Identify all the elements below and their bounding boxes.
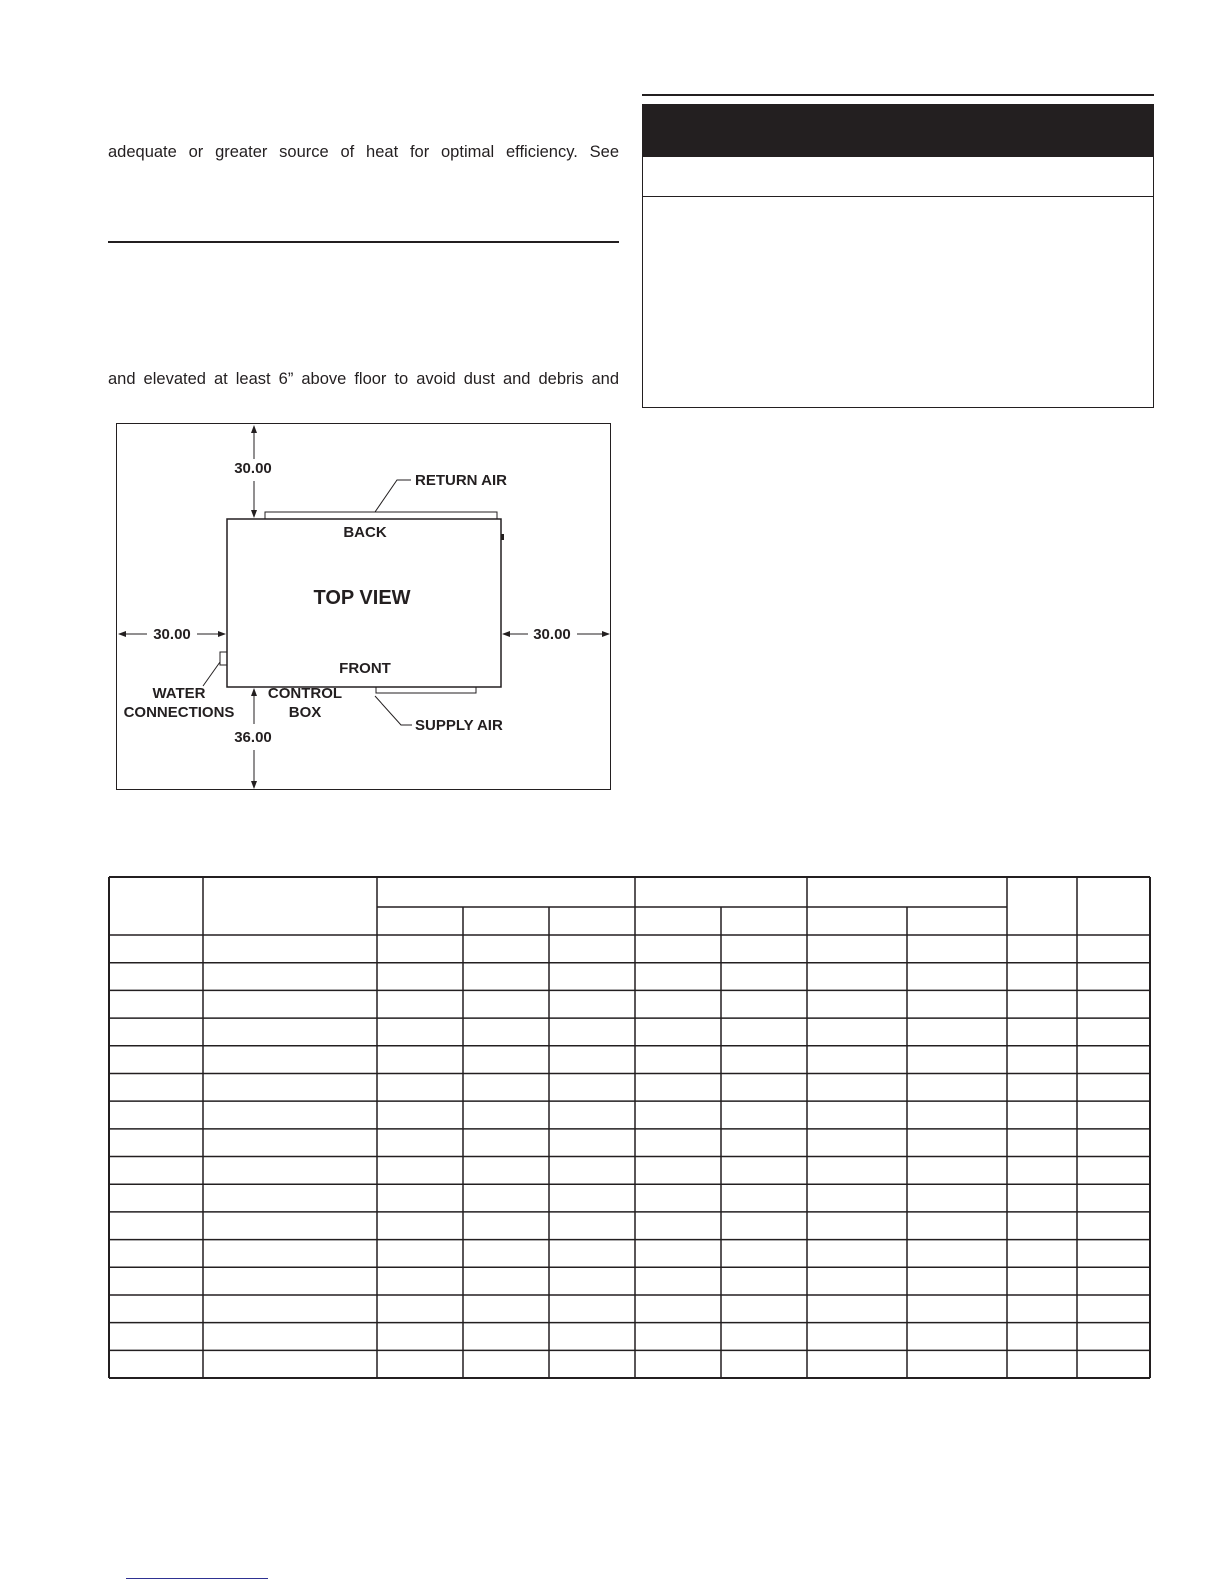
supply-air-duct (376, 687, 476, 693)
water-connection-stub (220, 652, 227, 665)
leader-return-air (375, 480, 411, 512)
back-label: BACK (343, 524, 387, 541)
front-label: FRONT (339, 660, 391, 677)
clearance-diagram (116, 423, 611, 790)
section-divider-right (642, 94, 1154, 96)
leader-water (203, 662, 220, 686)
control-box-label-line2: BOX (288, 704, 322, 721)
leader-supply-air (375, 696, 412, 725)
clearance-diagram-svg (117, 424, 612, 791)
paragraph-mid: and elevated at least 6” above floor to avoid dust and debris and (108, 370, 619, 388)
return-air-label: RETURN AIR (415, 472, 507, 489)
warning-subheader (643, 157, 1153, 197)
paragraph-top: adequate or greater source of heat for optimal efficiency. See (108, 143, 619, 161)
unit-side-nub (501, 534, 504, 540)
spec-table (108, 876, 1151, 1379)
supply-air-label: SUPPLY AIR (415, 717, 503, 734)
warning-box (642, 104, 1154, 408)
water-label-line2: CONNECTIONS (123, 704, 235, 721)
top-view-label: TOP VIEW (313, 587, 411, 609)
warning-header-bar (643, 105, 1153, 157)
water-label-line1: WATER (152, 685, 206, 702)
dim-right-label: 30.00 (533, 626, 571, 643)
dim-back-label: 30.00 (234, 460, 272, 477)
footer-link-underline[interactable] (126, 1578, 268, 1579)
dim-front-label: 36.00 (234, 729, 272, 746)
control-box-label-line1: CONTROL (267, 685, 343, 702)
spec-table-grid (108, 876, 1151, 1379)
section-divider-left (108, 241, 619, 243)
dim-left-label: 30.00 (153, 626, 191, 643)
